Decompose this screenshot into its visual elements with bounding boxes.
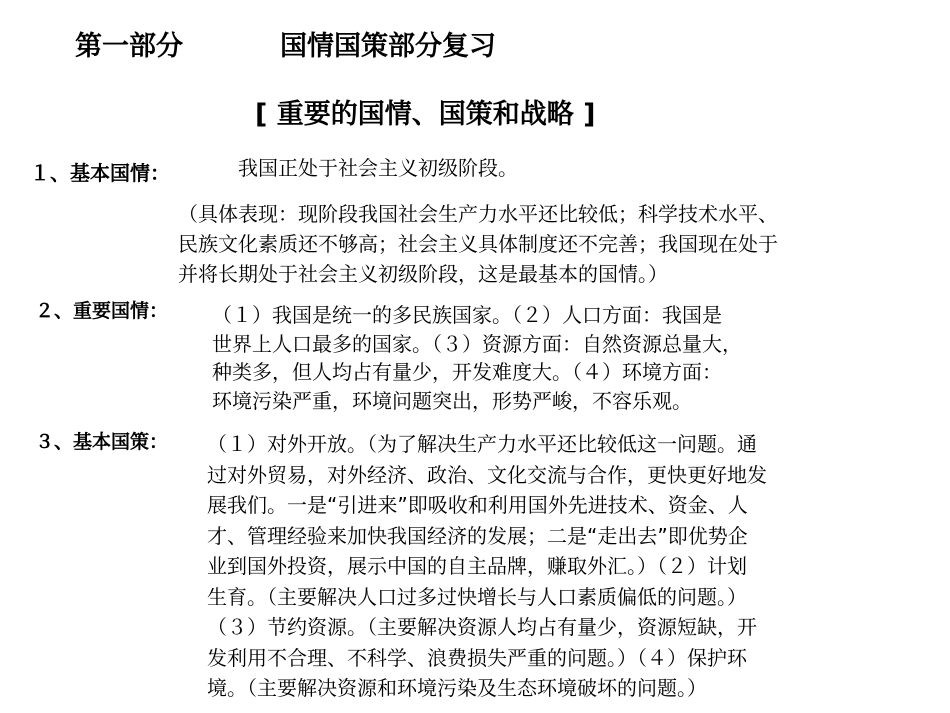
text-line: 展我们。一是“引进来”即吸收和利用国外先进技术、资金、人	[207, 493, 748, 517]
text-line: 环境污染严重，环境问题突出，形势严峻，不容乐观。	[212, 388, 692, 413]
part-label: 第一部分	[75, 31, 183, 62]
text-line: 世界上人口最多的国家。（３）资源方面：自然资源总量大，	[212, 331, 742, 356]
text-line: 业到国外投资，展示中国的自主品牌，赚取外汇。）（２）计划	[207, 554, 747, 578]
section-1-lead: 我国正处于社会主义初级阶段。	[238, 156, 518, 180]
section-1-detail	[178, 199, 898, 289]
part-title: 国情国策部分复习	[280, 31, 496, 62]
section-3-body	[207, 429, 887, 704]
text-line: 民族文化素质还不够高；社会主义具体制度还不完善；我国现在处于	[178, 232, 778, 256]
text-line: （１）我国是统一的多民族国家。（２）人口方面：我国是	[212, 303, 722, 327]
text-line: 才、管理经验来加快我国经济的发展；二是“走出去”即优势企	[207, 523, 748, 548]
text-line: 种类多，但人均占有量少，开发难度大。（４）环境方面：	[212, 360, 722, 384]
text-line: 过对外贸易，对外经济、政治、文化交流与合作，更快更好地发	[207, 462, 767, 487]
text-line: 并将长期处于社会主义初级阶段，这是最基本的国情。）	[178, 262, 668, 286]
text-line: （具体表现：现阶段我国社会生产力水平还比较低；科学技术水平、	[178, 202, 778, 226]
section-2-label: ２、重要国情：	[35, 300, 169, 322]
text-line: （１）对外开放。（为了解决生产力水平还比较低这一问题。通	[207, 432, 757, 456]
section-1-label: １、基本国情：	[30, 161, 170, 185]
text-line: 发利用不合理、不科学、浪费损失严重的问题。）（４）保护环	[207, 645, 747, 670]
text-line: 境。（主要解决资源和环境污染及生态环境破坏的问题。）	[207, 676, 707, 700]
section-3-label: ３、基本国策：	[35, 431, 169, 453]
text-line: 生育。（主要解决人口过多过快增长与人口素质偏低的问题。）	[207, 584, 747, 609]
subtitle: [ 重要的国情、国策和战略 ]	[255, 99, 596, 130]
text-line: （３）节约资源。（主要解决资源人均占有量少，资源短缺，开	[207, 615, 757, 639]
section-2-body	[212, 301, 852, 415]
